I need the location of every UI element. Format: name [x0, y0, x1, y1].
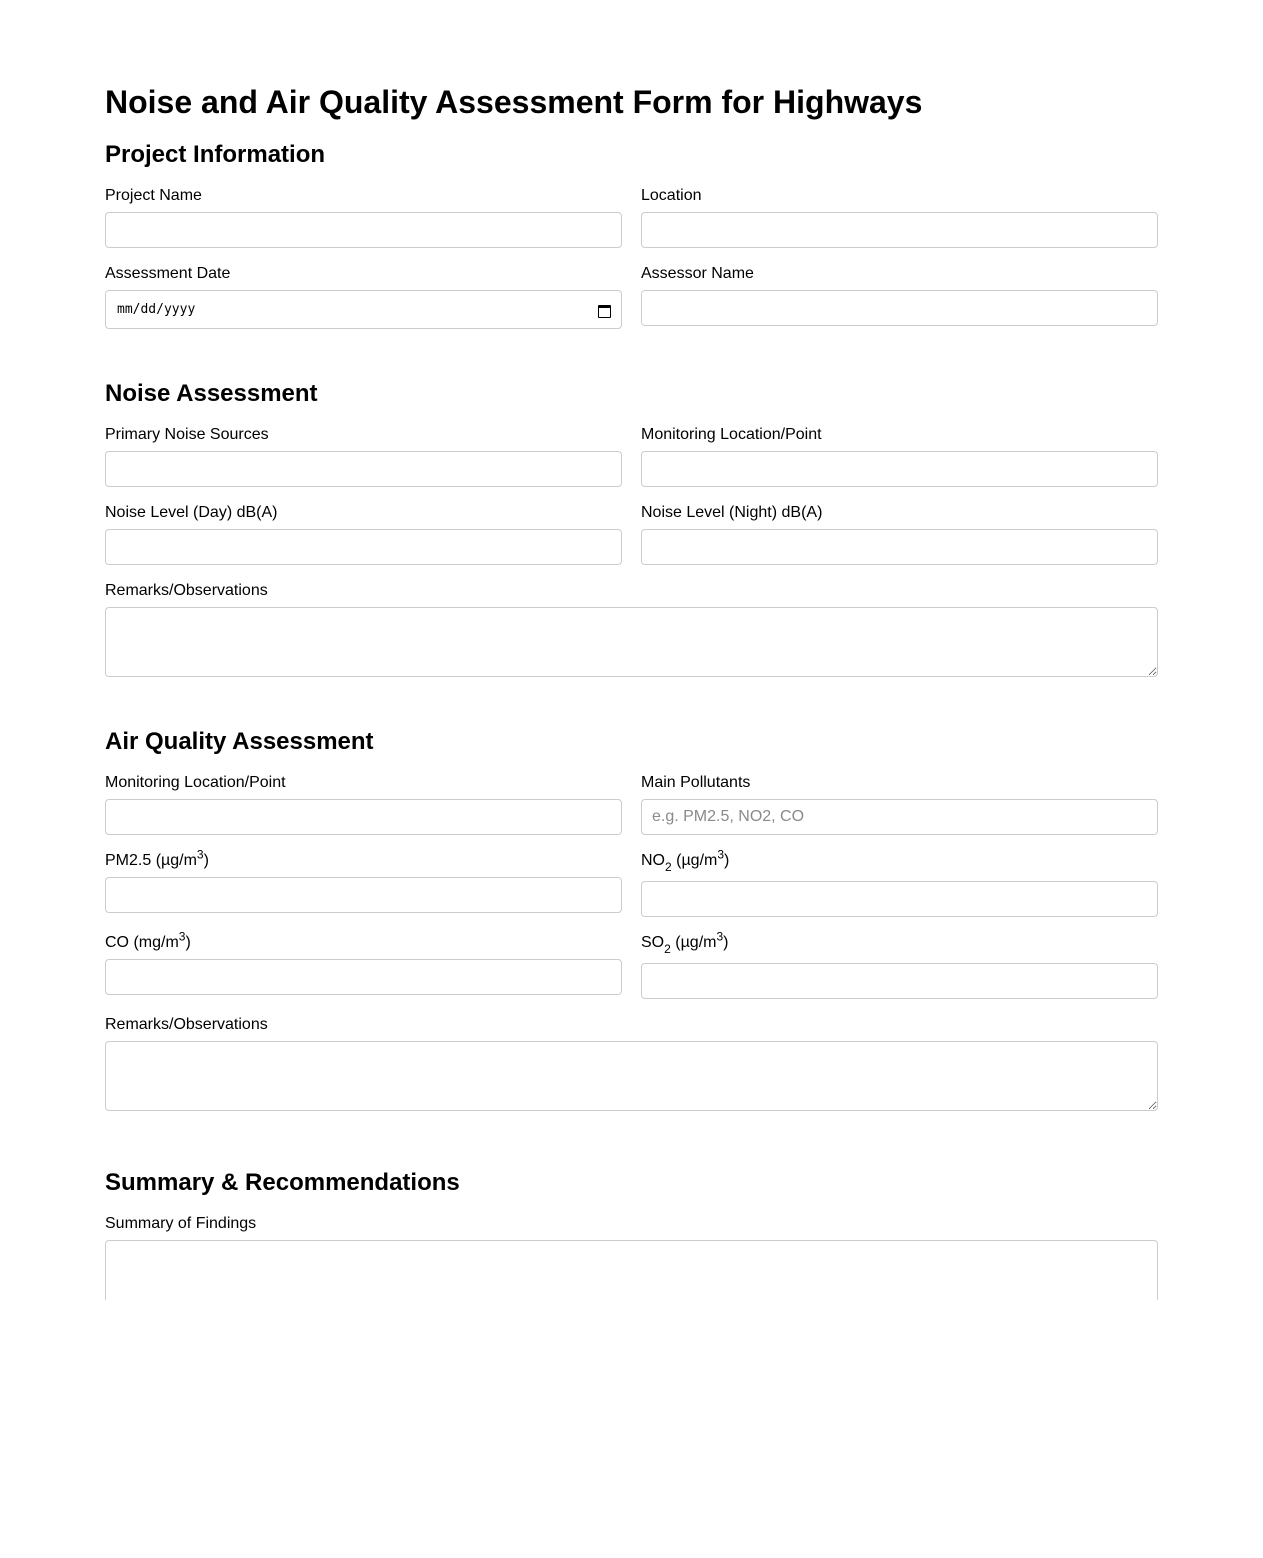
field-label: Main Pollutants	[641, 774, 751, 791]
field-primary-noise-sources	[105, 425, 622, 487]
field-assessor-name	[641, 264, 1158, 329]
field-so2	[641, 929, 1158, 999]
field-label: Noise Level (Night) dB(A)	[641, 504, 823, 521]
air-monitoring-location-input[interactable]	[105, 799, 622, 835]
section-heading: Noise Assessment	[105, 380, 318, 407]
section-heading: Summary & Recommendations	[105, 1169, 460, 1196]
field-label: $NO_2$ $(\mu g/m^3)$	[641, 847, 730, 875]
location-input[interactable]	[641, 212, 1158, 248]
main-pollutants-input[interactable]	[641, 799, 1158, 835]
assessment-form-page	[105, 0, 1158, 1300]
no2-input[interactable]	[641, 881, 1158, 917]
field-noise-level-day	[105, 503, 622, 565]
field-noise-monitoring-location	[641, 425, 1158, 487]
field-location	[641, 186, 1158, 248]
assessor-name-input[interactable]	[641, 290, 1158, 326]
section-summary-recommendations	[105, 1168, 1158, 1300]
summary-findings-textarea[interactable]	[105, 1240, 1158, 1300]
noise-remarks-textarea[interactable]	[105, 607, 1158, 677]
field-label: Monitoring Location/Point	[105, 774, 286, 791]
field-label: Assessor Name	[641, 265, 754, 282]
field-air-remarks	[105, 1015, 1158, 1111]
field-label: Monitoring Location/Point	[641, 426, 822, 443]
field-noise-level-night	[641, 503, 1158, 565]
field-label: Remarks/Observations	[105, 582, 268, 599]
co-input[interactable]	[105, 959, 622, 995]
noise-level-day-input[interactable]	[105, 529, 622, 565]
project-name-input[interactable]	[105, 212, 622, 248]
section-heading: Air Quality Assessment	[105, 728, 374, 755]
pm25-input[interactable]	[105, 877, 622, 913]
air-remarks-textarea[interactable]	[105, 1041, 1158, 1111]
calendar-icon[interactable]	[598, 303, 611, 316]
date-placeholder: mm/dd/yyyy	[117, 302, 196, 317]
section-heading: Project Information	[105, 141, 326, 168]
field-project-name	[105, 186, 622, 248]
so2-input[interactable]	[641, 963, 1158, 999]
field-label: CO $(mg/m^3)$	[105, 929, 191, 951]
field-main-pollutants	[641, 773, 1158, 835]
assessment-date-input[interactable]	[105, 290, 622, 329]
field-no2	[641, 847, 1158, 917]
noise-monitoring-location-input[interactable]	[641, 451, 1158, 487]
field-assessment-date	[105, 264, 622, 329]
field-label: Location	[641, 187, 702, 204]
section-air-quality-assessment	[105, 727, 1158, 1111]
field-pm25	[105, 847, 622, 917]
field-label: Primary Noise Sources	[105, 426, 269, 443]
field-label: PM2.5 $(\mu g/m^3)$	[105, 847, 209, 869]
field-noise-remarks	[105, 581, 1158, 677]
page-title: Noise and Air Quality Assessment Form for Highways	[105, 84, 923, 120]
field-label: Assessment Date	[105, 265, 231, 282]
primary-noise-sources-input[interactable]	[105, 451, 622, 487]
field-label: Summary of Findings	[105, 1215, 257, 1232]
field-co	[105, 929, 622, 999]
section-noise-assessment	[105, 379, 1158, 677]
field-air-monitoring-location	[105, 773, 622, 835]
field-label: Remarks/Observations	[105, 1016, 268, 1033]
field-label: Project Name	[105, 187, 202, 204]
field-summary-findings	[105, 1214, 1158, 1300]
field-label: Noise Level (Day) dB(A)	[105, 504, 278, 521]
section-project-information	[105, 140, 1158, 329]
noise-level-night-input[interactable]	[641, 529, 1158, 565]
field-label: $SO_2$ $(\mu g/m^3)$	[641, 929, 729, 957]
